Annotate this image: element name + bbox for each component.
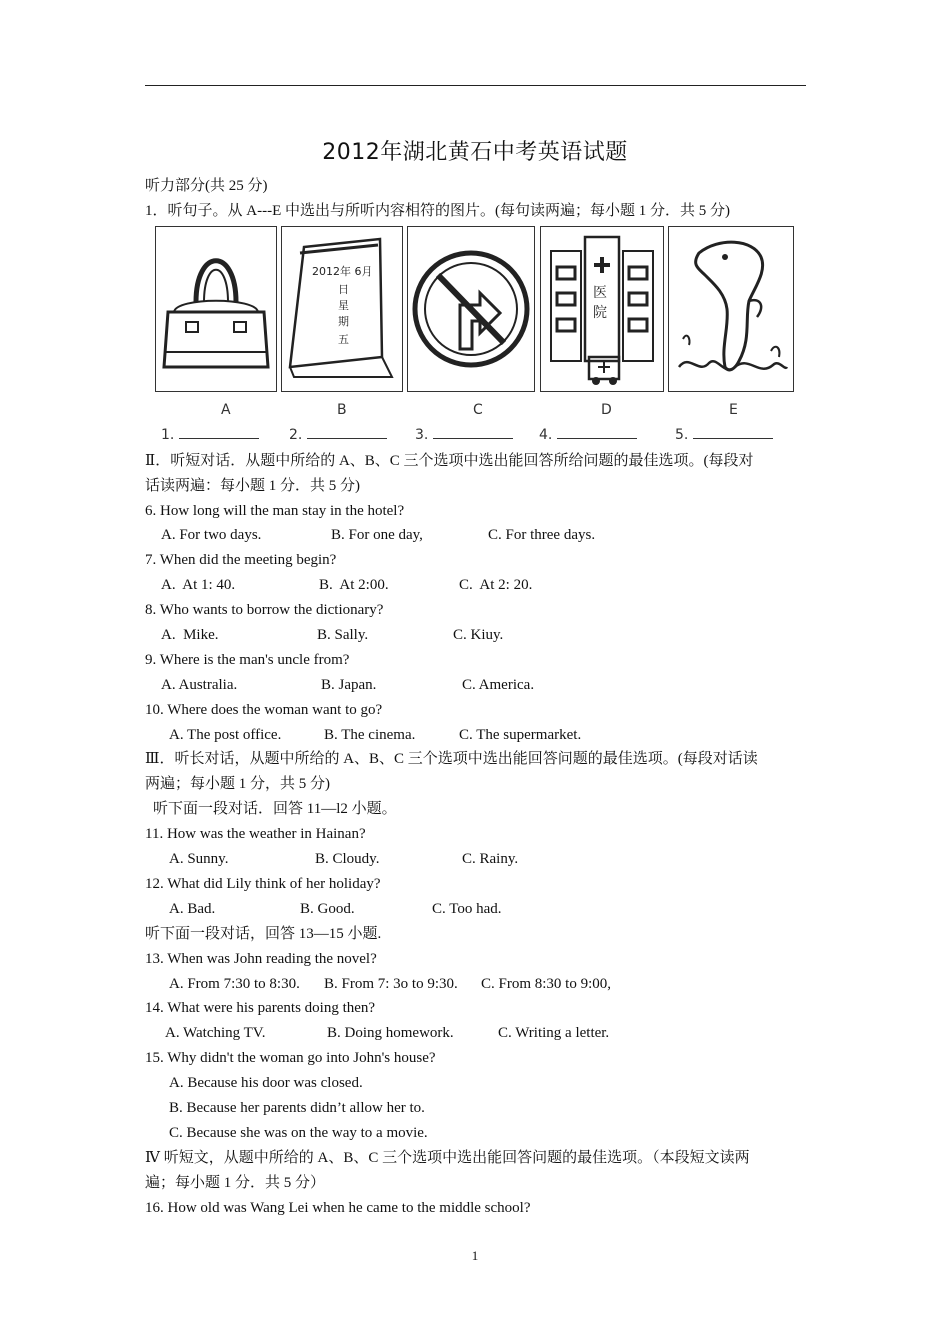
calendar-week-text-1: 星 (338, 299, 349, 312)
options-6: A. For two days. B. For one day, C. For three days. (161, 527, 596, 543)
section4-instruction-1: Ⅳ 听短文，从题中所给的 A、B、C 三个选项中选出能回答问题的最佳选项。（本段短文读两 (145, 1150, 750, 1166)
page-number: 1 (471, 1248, 479, 1263)
option-15-b: B. Because her parents didn’t allow her to. (169, 1100, 425, 1116)
options-14: A. Watching TV. B. Doing homework. C. Writing a letter. (165, 1025, 610, 1041)
option-15-c: C. Because she was on the way to a movie. (169, 1125, 428, 1141)
question-16: 16. How old was Wang Lei when he came to the middle school? (145, 1200, 531, 1216)
picture-label-d: D (601, 402, 612, 418)
question-15: 15. Why didn't the woman go into John's house? (145, 1050, 436, 1066)
options-7: A. At 1: 40. B. At 2:00. C. At 2: 20. (161, 577, 533, 593)
hospital-sign-char-2: 院 (593, 305, 607, 321)
answer-blank-1: 1. (161, 424, 259, 443)
picture-c (407, 226, 535, 392)
header-rule (145, 85, 806, 86)
listening-header: 听力部分(共 25 分) (145, 178, 268, 194)
picture-b (281, 226, 403, 392)
picture-label-e: E (729, 402, 738, 418)
question-9: 9. Where is the man's uncle from? (145, 652, 350, 668)
exam-title: 2012年湖北黄石中考英语试题 (322, 140, 628, 165)
options-10: A. The post office. B. The cinema. C. The supermarket. (169, 727, 582, 743)
handbag-icon (156, 227, 276, 391)
picture-label-a: A (221, 402, 231, 418)
picture-label-c: C (473, 402, 483, 418)
options-8: A. Mike. B. Sally. C. Kiuy. (161, 627, 504, 643)
answer-blank-3: 3. (415, 424, 513, 443)
section4-instruction-2: 遍；每小题 1 分．共 5 分） (145, 1175, 326, 1191)
answer-blank-4: 4. (539, 424, 637, 443)
question-12: 12. What did Lily think of her holiday? (145, 876, 381, 892)
picture-label-b: B (337, 402, 347, 418)
options-9: A. Australia. B. Japan. C. America. (161, 677, 535, 693)
hospital-building-icon (541, 227, 663, 391)
picture-e (668, 226, 794, 392)
section1-instruction: 1．听句子。从 A---E 中选出与所听内容相符的图片。(每句读两遍；每小题 1 分．共 5 分) (145, 203, 730, 219)
section3-instruction-2: 两遍；每小题 1 分，共 5 分) (145, 776, 330, 792)
calendar-week-text-2: 期 (338, 315, 349, 328)
question-13: 13. When was John reading the novel? (145, 951, 377, 967)
question-10: 10. Where does the woman want to go? (145, 702, 383, 718)
picture-d (540, 226, 664, 392)
section3-subheading-1: 听下面一段对话．回答 11—l2 小题。 (153, 801, 397, 817)
question-14: 14. What were his parents doing then? (145, 1000, 376, 1016)
answer-blank-2: 2. (289, 424, 387, 443)
options-11: A. Sunny. B. Cloudy. C. Rainy. (169, 851, 519, 867)
options-12: A. Bad. B. Good. C. Too had. (169, 901, 502, 917)
picture-strip (155, 226, 795, 448)
section2-instruction-1: Ⅱ．听短对话．从题中所给的 A、B、C 三个选项中选出能回答所给问题的最佳选项。(每段对 (145, 453, 754, 469)
section2-instruction-2: 话读两遍：每小题 1 分．共 5 分) (145, 478, 360, 494)
option-15-a: A. Because his door was closed. (169, 1075, 363, 1091)
calendar-day-text: 日 (338, 283, 349, 296)
dolphin-icon (669, 227, 793, 391)
section3-subheading-2: 听下面一段对话，回答 13—15 小题. (145, 926, 382, 942)
options-13: A. From 7:30 to 8:30. B. From 7: 3o to 9:30. C. From 8:30 to 9:00, (169, 976, 612, 992)
question-11: 11. How was the weather in Hainan? (145, 826, 366, 842)
question-8: 8. Who wants to borrow the dictionary? (145, 602, 384, 618)
no-right-turn-sign-icon (408, 227, 534, 391)
question-6: 6. How long will the man stay in the hotel? (145, 503, 405, 519)
calendar-date-text: 2012年 6月 (312, 265, 373, 278)
calendar-weekday-text: 五 (338, 333, 349, 346)
answer-blank-5: 5. (675, 424, 773, 443)
question-7: 7. When did the meeting begin? (145, 552, 337, 568)
hospital-sign-char-1: 医 (593, 285, 607, 301)
section3-instruction-1: Ⅲ．听长对话，从题中所给的 A、B、C 三个选项中选出能回答问题的最佳选项。(每段对话读 (145, 751, 758, 767)
calendar-icon (282, 227, 402, 391)
picture-a (155, 226, 277, 392)
